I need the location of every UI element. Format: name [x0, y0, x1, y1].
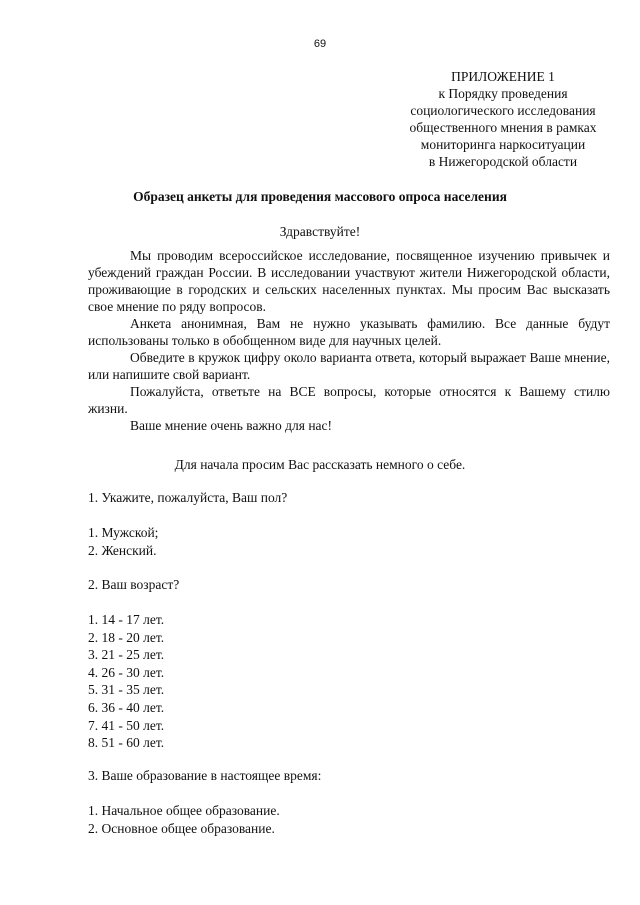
document-title: Образец анкеты для проведения массового опроса населения — [133, 189, 507, 204]
appendix-line: к Порядку проведения — [438, 86, 568, 101]
greeting: Здравствуйте! — [279, 224, 361, 239]
answer-option: 4. 26 - 30 лет. — [88, 664, 165, 680]
intro-paragraph: Пожалуйста, ответьте на ВСЕ вопросы, которые относятся к Вашему стилю жизни. — [88, 384, 610, 416]
answer-option: 2. Основное общее образование. — [88, 820, 275, 836]
question-age: 2. Ваш возраст? — [88, 577, 180, 592]
appendix-line: общественного мнения в рамках — [409, 120, 597, 135]
intro-paragraph: Ваше мнение очень важно для нас! — [130, 418, 333, 433]
answer-option: 1. Начальное общее образование. — [88, 803, 280, 818]
answer-option: 2. 18 - 20 лет. — [88, 629, 165, 645]
page-number: 69 — [313, 38, 327, 50]
answer-option: 6. 36 - 40 лет. — [88, 699, 165, 715]
answer-option: 3. 21 - 25 лет. — [88, 647, 165, 663]
answer-option: 5. 31 - 35 лет. — [88, 682, 165, 698]
appendix-line: в Нижегородской области — [428, 154, 578, 169]
section-lead: Для начала просим Вас рассказать немного о себе. — [174, 457, 466, 472]
appendix-line: ПРИЛОЖЕНИЕ 1 — [451, 69, 555, 84]
answer-option: 2. Женский. — [88, 542, 157, 558]
question-gender: 1. Укажите, пожалуйста, Ваш пол? — [88, 490, 288, 505]
options-age — [88, 611, 164, 752]
answer-option: 1. Мужской; — [88, 525, 159, 540]
question-education: 3. Ваше образование в настоящее время: — [88, 768, 322, 783]
appendix-line: социологического исследования — [410, 103, 596, 118]
answer-option: 8. 51 - 60 лет. — [88, 735, 165, 751]
intro-paragraph: Обведите в кружок цифру около варианта ответа, который выражает Ваше мнение, или напишите свой вариант. — [88, 350, 610, 382]
answer-option: 7. 41 - 50 лет. — [88, 717, 165, 733]
intro-text — [88, 247, 610, 434]
intro-paragraph: Мы проводим всероссийское исследование, посвященное изучению привычек и убеждений граждан России. В исследовании участвуют жители Нижегородской области, проживающие в городских и сельских населенных пунктах. Мы просим Вас высказать свое мнение по ряду вопросов. — [88, 248, 610, 314]
intro-paragraph: Анкета анонимная, Вам не нужно указывать фамилию. Все данные будут использованы только в обобщенном виде для научных целей. — [88, 316, 610, 348]
options-gender — [88, 524, 158, 559]
answer-option: 1. 14 - 17 лет. — [88, 612, 165, 627]
appendix-line: мониторинга наркоситуации — [420, 137, 586, 152]
appendix-header — [386, 68, 620, 170]
options-education — [88, 802, 280, 837]
